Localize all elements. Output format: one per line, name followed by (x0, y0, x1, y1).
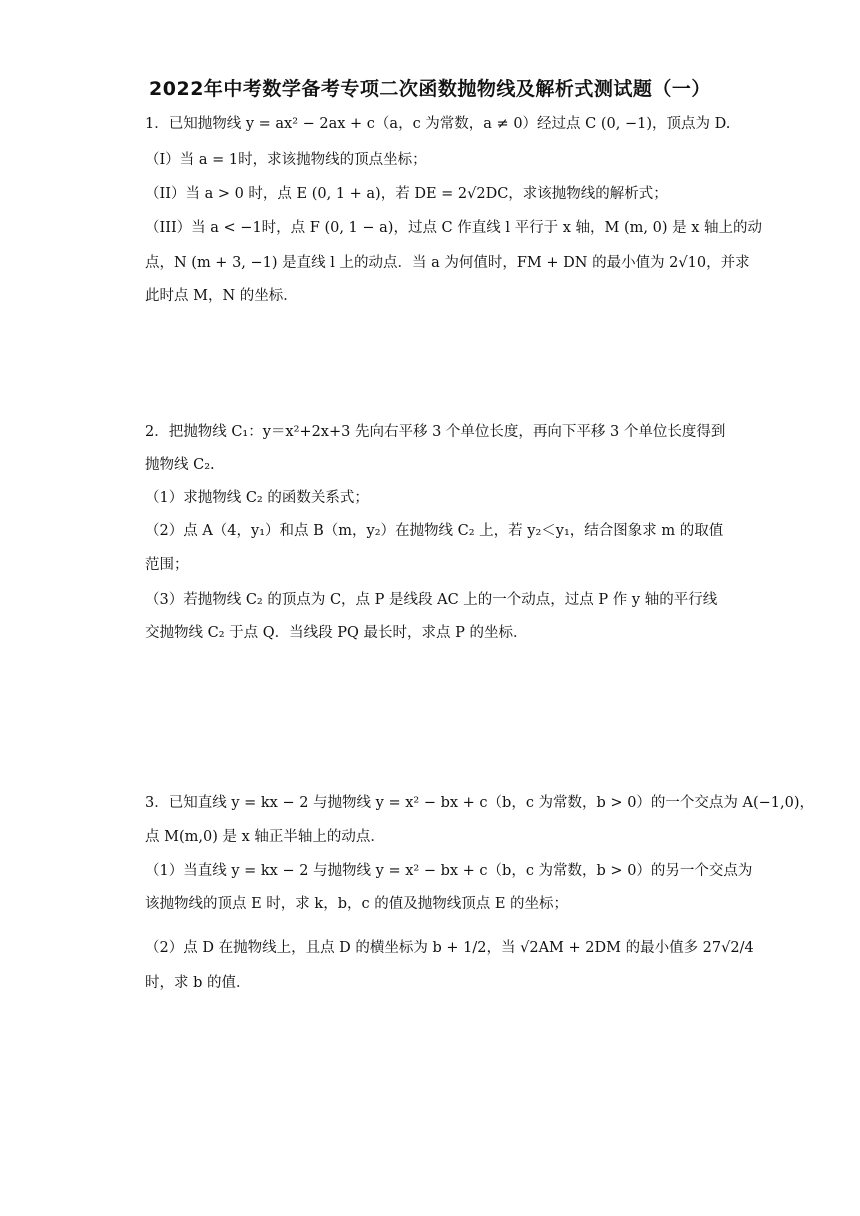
problem-3-line-1: 3．已知直线 y = kx − 2 与抛物线 y = x² − bx + c（b，c 为常数，b > 0）的一个交点为 A(−1,0)， (145, 795, 815, 811)
problem-2-line-5: 范围； (145, 557, 189, 573)
problem-2-line-7: 交抛物线 C₂ 于点 Q．当线段 PQ 最长时，求点 P 的坐标． (145, 625, 528, 641)
problem-1-line-5: 点，N (m + 3, −1) 是直线 l 上的动点．当 a 为何值时，FM + DN 的最小值为 2√10，并求 (145, 255, 750, 271)
problem-2-line-3: （1）求抛物线 C₂ 的函数关系式； (145, 490, 369, 506)
problem-1-line-2: （I）当 a = 1时，求该抛物线的顶点坐标； (145, 152, 427, 168)
problem-1-line-1: 1．已知抛物线 y = ax² − 2ax + c（a，c 为常数，a ≠ 0）经过点 C (0, −1)，顶点为 D. (145, 116, 731, 132)
problem-3-line-6: 时，求 b 的值． (145, 975, 251, 991)
problem-2-line-4: （2）点 A（4，y₁）和点 B（m，y₂）在抛物线 C₂ 上，若 y₂＜y₁，结合图象求 m 的取值 (145, 523, 724, 539)
problem-3-line-4: 该抛物线的顶点 E 时，求 k，b，c 的值及抛物线顶点 E 的坐标； (145, 896, 569, 912)
problem-2-line-2: 抛物线 C₂. (145, 457, 215, 473)
problem-3-line-2: 点 M(m,0) 是 x 轴正半轴上的动点． (145, 829, 385, 845)
problem-3-line-3: （1）当直线 y = kx − 2 与抛物线 y = x² − bx + c（b，c 为常数，b > 0）的另一个交点为 (145, 863, 753, 879)
problem-3-line-5: （2）点 D 在抛物线上，且点 D 的横坐标为 b + 1/2，当 √2AM + 2DM 的最小值多 27√2/4 (145, 940, 754, 956)
problem-1-line-3: （II）当 a > 0 时，点 E (0, 1 + a)，若 DE = 2√2DC，求该抛物线的解析式； (145, 186, 668, 202)
document-title: 2022年中考数学备考专项二次函数抛物线及解析式测试题（一） (149, 78, 711, 100)
problem-2-line-6: （3）若抛物线 C₂ 的顶点为 C，点 P 是线段 AC 上的一个动点，过点 P 作 y 轴的平行线 (145, 592, 718, 608)
problem-2-line-1: 2．把抛物线 C₁：y＝x²+2x+3 先向右平移 3 个单位长度，再向下平移 3 个单位长度得到 (145, 424, 726, 440)
problem-1-line-6: 此时点 M，N 的坐标． (145, 288, 298, 304)
problem-1-line-4: （III）当 a < −1时，点 F (0, 1 − a)，过点 C 作直线 l 平行于 x 轴，M (m, 0) 是 x 轴上的动 (145, 220, 762, 236)
